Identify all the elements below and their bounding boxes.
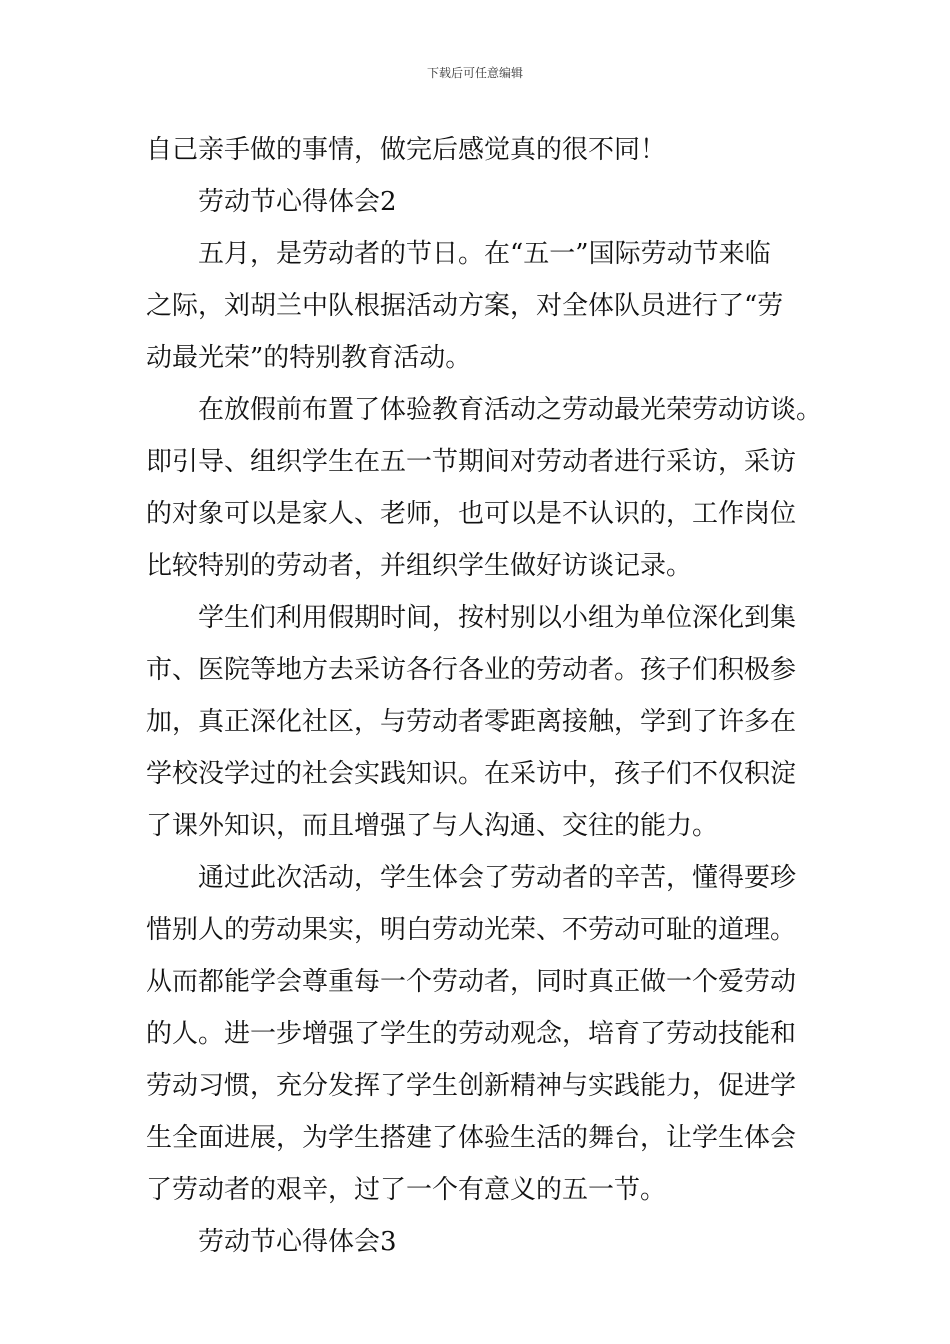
text-line: 市、医院等地方去采访各行各业的劳动者。孩子们积极参 <box>146 655 797 685</box>
text-line: 从而都能学会尊重每一个劳动者，同时真正做一个爱劳动 <box>146 967 797 997</box>
section-heading: 劳动节心得体会3 <box>198 1227 397 1257</box>
paragraph-first-line: 学生们利用假期时间，按村别以小组为单位深化到集 <box>198 603 797 633</box>
text-line: 劳动习惯，充分发挥了学生创新精神与实践能力，促进学 <box>146 1071 797 1101</box>
text-line: 了课外知识，而且增强了与人沟通、交往的能力。 <box>146 811 719 841</box>
paragraph-first-line: 五月，是劳动者的节日。在“五一”国际劳动节来临 <box>198 239 771 269</box>
text-line: 自己亲手做的事情，做完后感觉真的很不同！ <box>146 135 667 165</box>
section-heading: 劳动节心得体会2 <box>198 187 397 217</box>
text-line: 之际，刘胡兰中队根据活动方案，对全体队员进行了“劳 <box>146 291 784 321</box>
text-line: 学校没学过的社会实践知识。在采访中，孩子们不仅积淀 <box>146 759 797 789</box>
paragraph-first-line: 通过此次活动，学生体会了劳动者的辛苦，懂得要珍 <box>198 863 797 893</box>
document-body <box>146 127 826 1271</box>
text-line: 的人。进一步增强了学生的劳动观念，培育了劳动技能和 <box>146 1019 797 1049</box>
text-line: 惜别人的劳动果实，明白劳动光荣、不劳动可耻的道理。 <box>146 915 797 945</box>
text-line: 了劳动者的艰辛，过了一个有意义的五一节。 <box>146 1175 667 1205</box>
text-line: 动最光荣”的特别教育活动。 <box>146 343 472 373</box>
text-line: 比较特别的劳动者，并组织学生做好访谈记录。 <box>146 551 693 581</box>
text-line: 即引导、组织学生在五一节期间对劳动者进行采访，采访 <box>146 447 797 477</box>
text-line: 的对象可以是家人、老师，也可以是不认识的，工作岗位 <box>146 499 797 529</box>
header-note: 下载后可任意编辑 <box>426 66 523 80</box>
text-line: 加，真正深化社区，与劳动者零距离接触，学到了许多在 <box>146 707 797 737</box>
text-line: 生全面进展，为学生搭建了体验生活的舞台，让学生体会 <box>146 1123 797 1153</box>
paragraph-first-line: 在放假前布置了体验教育活动之劳动最光荣劳动访谈。 <box>198 395 823 425</box>
